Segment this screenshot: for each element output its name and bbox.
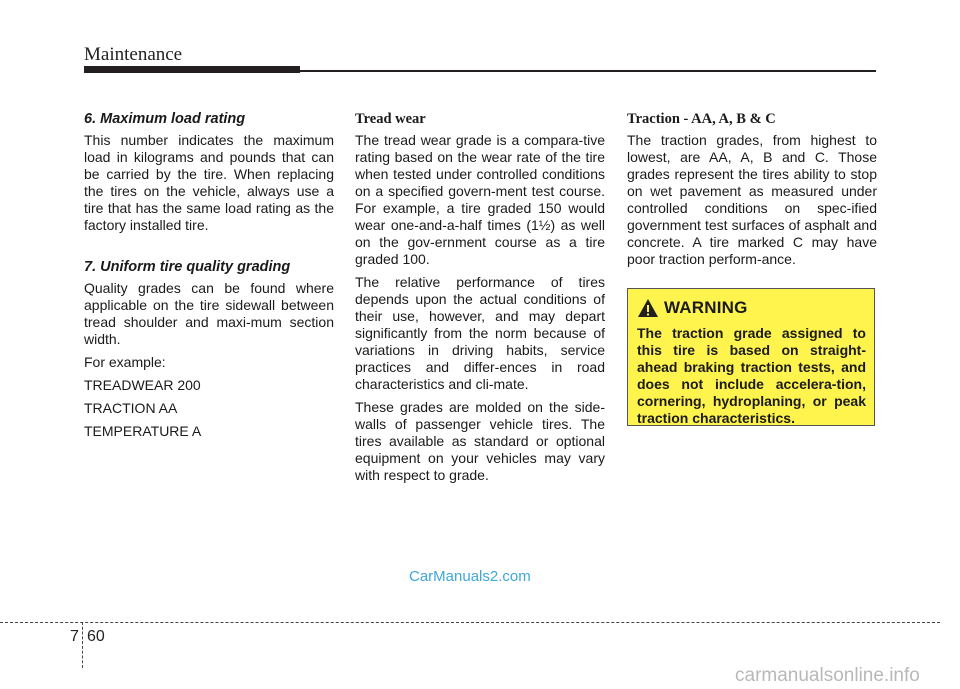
warning-triangle-icon [637,298,659,318]
warning-box [627,288,875,426]
example-treadwear: TREADWEAR 200 [84,377,201,393]
footer-divider [0,622,940,623]
column-left [84,110,334,446]
paragraph: The traction grades, from highest to lowest, are AA, A, B and C. Those grades represent the tires ability to stop on wet pavement as measured under controlled conditions on spec-ified government test surfaces of asphalt and concrete. A tire marked C may have poor traction perform-ance. [627,132,877,267]
column-right [627,110,877,274]
chapter-number: 7 [70,628,79,645]
paragraph: Quality grades can be found where applicable on the tire sidewall between tread shoulder and maxi-mum section width. [84,280,334,347]
section-heading-max-load: 6. Maximum load rating [84,111,246,127]
watermark-link[interactable]: CarManuals2.com [409,568,531,585]
paragraph: The relative performance of tires depends upon the actual conditions of their use, however, and may depart significantly from the norm because of variations in driving habits, service practices and differ-ences in road characteristics and cli-mate. [355,274,605,392]
header-bar-thick [84,66,300,73]
page-header-title: Maintenance [84,44,183,65]
warning-header [637,297,866,319]
footer-vertical-divider [82,622,83,668]
warning-title: WARNING [664,298,748,317]
column-middle [355,110,605,490]
paragraph: This number indicates the maximum load in kilograms and pounds that can be carried by the tire. When replacing the tires on the vehicle, always use a tire that has the same load rating as the factory installed tire. [84,132,334,233]
header-rule [300,70,876,72]
example-temperature: TEMPERATURE A [84,423,202,439]
page-number: 60 [87,628,105,645]
footer-watermark: carmanualsonline.info [735,665,920,686]
paragraph: These grades are molded on the side-walls of passenger vehicle tires. The tires available as standard or optional equipment on your vehicles may vary with respect to grade. [355,399,605,483]
section-heading-traction: Traction - AA, A, B & C [627,111,776,127]
example-traction: TRACTION AA [84,400,178,416]
section-heading-utqg: 7. Uniform tire quality grading [84,259,291,275]
warning-text: The traction grade assigned to this tire is based on straight-ahead braking traction tests, and does not include accelera-tion, cornering, hydroplaning, or peak traction characteristics. [637,325,866,426]
section-heading-tread-wear: Tread wear [355,111,426,127]
paragraph: For example: [84,354,166,370]
paragraph: The tread wear grade is a compara-tive rating based on the wear rate of the tire when tested under controlled conditions on a specified govern-ment test course. For example, a tire graded 150 would wear one-and-a-half times (1½) as well on the gov-ernment course as a tire graded 100. [355,132,605,267]
